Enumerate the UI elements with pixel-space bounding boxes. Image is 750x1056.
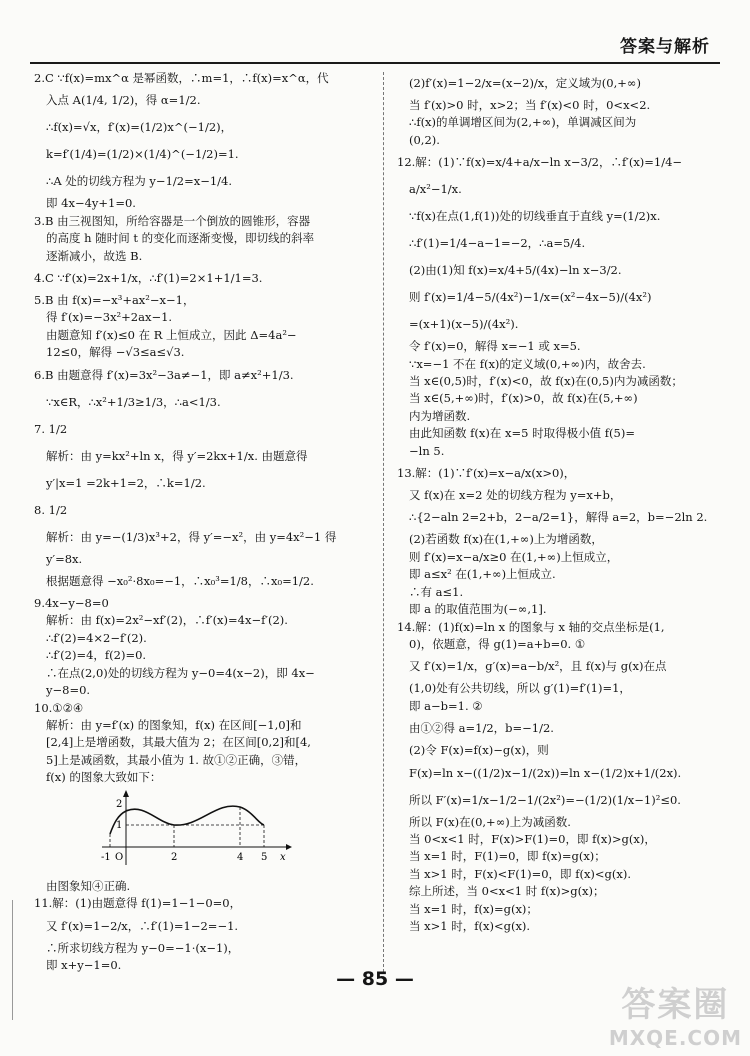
function-graph xyxy=(96,789,296,869)
text-line: 的高度 h 随时间 t 的变化而逐渐变慢，即切线的斜率 xyxy=(46,231,315,246)
text-line: ∴f(x)=√x，f′(x)=(1/2)x^(−1/2)， xyxy=(46,120,233,135)
text-line: 12≤0，解得 −√3≤a≤√3. xyxy=(46,345,185,360)
text-line: f(x) 的图象大致如下： xyxy=(46,770,162,785)
text-line: 逐渐减小，故选 B. xyxy=(46,248,143,263)
text-line: (2)令 F(x)=f(x)−g(x)，则 xyxy=(409,743,549,758)
text-line: 解析：由 f(x)=2x²−xf′(2)，∴f′(x)=4x−f′(2). xyxy=(46,613,288,628)
text-line: (0,2). xyxy=(409,132,440,147)
text-line: 即 a≤x² 在(1,+∞)上恒成立. xyxy=(409,567,556,582)
left-column xyxy=(34,70,370,975)
text-line: ∴所求切线方程为 y−0=−1·(x−1)， xyxy=(46,940,240,955)
text-line: ∴f′(2)=4×2−f′(2). xyxy=(46,630,147,645)
x-axis-arrow xyxy=(286,844,292,850)
text-line: a/x²−1/x. xyxy=(409,182,462,197)
text-line: 由①②得 a=1/2，b=−1/2. xyxy=(409,721,554,736)
text-line: 3.B 由三视图知，所给容器是一个倒放的圆锥形，容器 xyxy=(34,213,311,228)
text-line: 4.C ∵f′(x)=2x+1/x，∴f′(1)=2×1+1/1=3. xyxy=(34,271,263,286)
text-line: 又 f′(x)=1/x，g′(x)=a−b/x²，且 f(x)与 g(x)在点 xyxy=(409,659,667,674)
x-tick-label: O xyxy=(115,851,124,863)
text-line: 5]上是减函数，其最小值为 1. 故①②正确，③错， xyxy=(46,752,307,767)
text-line: 11.解：(1)由题意得 f(1)=1−1−0=0， xyxy=(34,896,242,911)
text-line: 即 a−b=1. ② xyxy=(409,698,483,713)
text-line: 根据题意得 −x₀²·8x₀=−1，∴x₀³=1/8，∴x₀=1/2. xyxy=(46,574,314,589)
text-line: 即 4x−4y+1=0. xyxy=(46,196,136,211)
text-line: 0)，依题意，得 g(1)=a+b=0. ① xyxy=(409,636,586,651)
text-line: y′|x=1 =2k+1=2，∴k=1/2. xyxy=(46,475,206,490)
text-line: 又 f(x)在 x=2 处的切线方程为 y=x+b， xyxy=(409,488,622,503)
text-line: y−8=0. xyxy=(46,683,91,698)
text-line: 由题意知 f′(x)≤0 在 R 上恒成立，因此 Δ=4a²− xyxy=(46,327,297,342)
page-number: — 85 — xyxy=(336,968,414,990)
text-line: 当 x>1 时，f(x)<g(x). xyxy=(409,918,531,933)
x-tick-label: 2 xyxy=(171,851,178,863)
text-line: 又 f′(x)=1−2/x，∴f′(1)=1−2=−1. xyxy=(46,918,239,933)
text-line: (2)由(1)知 f(x)=x/4+5/(4x)−ln x−3/2. xyxy=(409,263,622,278)
text-line: 令 f′(x)=0，解得 x=−1 或 x=5. xyxy=(409,339,581,354)
text-line: ∴{2−aln 2=2+b，2−a/2=1}，解得 a=2，b=−2ln 2. xyxy=(409,510,708,525)
text-line: 内为增函数. xyxy=(409,408,471,423)
text-line: 当 x>1 时，F(x)<F(1)=0，即 f(x)<g(x). xyxy=(409,866,632,881)
x-tick-label: 4 xyxy=(237,851,244,863)
y-tick-label: 2 xyxy=(116,798,123,810)
x-axis-label: x xyxy=(280,851,286,863)
text-line: 12.解：(1)∵f(x)=x/4+a/x−ln x−3/2，∴f′(x)=1/4− xyxy=(397,155,683,170)
text-line: 即 a 的取值范围为(−∞,1]. xyxy=(409,602,547,617)
text-line: ∴f(x)的单调增区间为(2,+∞)，单调减区间为 xyxy=(409,115,637,130)
text-line: 当 x=1 时，F(1)=0，即 f(x)=g(x)； xyxy=(409,849,606,864)
text-line: 所以 F′(x)=1/x−1/2−1/(2x²)=−(1/2)(1/x−1)²≤0. xyxy=(409,792,681,807)
text-line: y′=8x. xyxy=(46,551,83,566)
text-line: 10.①②④ xyxy=(34,700,84,715)
curve xyxy=(110,806,264,834)
text-line: 当 f′(x)>0 时，x>2；当 f′(x)<0 时，0<x<2. xyxy=(409,98,651,112)
watermark xyxy=(609,977,742,1050)
text-line: ∴f′(2)=4，f(2)=0. xyxy=(46,648,147,663)
text-line: 当 x∈(0,5)时，f′(x)<0，故 f(x)在(0,5)内为减函数； xyxy=(409,374,683,389)
text-line: (2)若函数 f(x)在(1,+∞)上为增函数， xyxy=(409,532,603,547)
text-line: −ln 5. xyxy=(409,443,445,458)
text-line: 7. 1/2 xyxy=(34,421,68,436)
text-line: 解析：由 y=−(1/3)x³+2，得 y′=−x²，由 y=4x²−1 得 xyxy=(46,529,337,544)
text-line: 则 f′(x)=1/4−5/(4x²)−1/x=(x²−4x−5)/(4x²) xyxy=(409,290,652,305)
y-axis-arrow xyxy=(123,790,129,797)
text-line: (2)f′(x)=1−2/x=(x−2)/x，定义域为(0,+∞) xyxy=(409,76,641,90)
text-line: =(x+1)(x−5)/(4x²). xyxy=(409,317,519,332)
text-line: ∵f(x)在点(1,f(1))处的切线垂直于直线 y=(1/2)x. xyxy=(409,209,661,224)
text-line: ∵x∈R，∴x²+1/3≥1/3，∴a<1/3. xyxy=(46,394,221,409)
text-line: F(x)=ln x−((1/2)x−1/(2x))=ln x−(1/2)x+1/(2x). xyxy=(409,765,682,780)
text-line: 由图象知④正确. xyxy=(46,878,131,893)
text-line: 解析：由 y=kx²+ln x，得 y′=2kx+1/x. 由题意得 xyxy=(46,448,308,463)
text-line: 综上所述，当 0<x<1 时 f(x)>g(x)； xyxy=(409,884,605,899)
text-line: ∵x=−1 不在 f(x)的定义域(0,+∞)内，故舍去. xyxy=(409,356,646,371)
header-title: 答案与解析 xyxy=(620,37,710,57)
text-line: 即 x+y−1=0. xyxy=(46,958,122,973)
text-line: k=f′(1/4)=(1/2)×(1/4)^(−1/2)=1. xyxy=(46,147,239,162)
watermark-logo: 答案圈 xyxy=(621,985,730,1025)
right-column xyxy=(397,70,719,935)
text-line: 解析：由 y=f′(x) 的图象知，f(x) 在区间[−1,0]和 xyxy=(46,717,302,732)
text-line: 当 x∈(5,+∞)时，f′(x)>0，故 f(x)在(5,+∞) xyxy=(409,391,638,406)
text-line: [2,4]上是增函数，其最大值为 2；在区间[0,2]和[4, xyxy=(46,735,311,750)
text-line: ∴f′(1)=1/4−a−1=−2，∴a=5/4. xyxy=(409,236,586,251)
x-tick-label: 5 xyxy=(261,851,268,863)
text-line: ∴在点(2,0)处的切线方程为 y−0=4(x−2)，即 4x− xyxy=(46,665,315,680)
text-line: 2.C ∵f(x)=mx^α 是幂函数，∴m=1，∴f(x)=x^α，代 xyxy=(34,71,329,85)
y-tick-label: 1 xyxy=(116,819,123,831)
text-line: ∴A 处的切线方程为 y−1/2=x−1/4. xyxy=(46,174,232,189)
text-line: 由此知函数 f(x)在 x=5 时取得极小值 f(5)= xyxy=(409,426,635,441)
text-line: 则 f′(x)=x−a/x≥0 在(1,+∞)上恒成立， xyxy=(409,549,619,564)
text-line: 9.4x−y−8=0 xyxy=(34,596,109,611)
text-line: 8. 1/2 xyxy=(34,502,68,517)
margin-line xyxy=(12,900,13,1020)
text-line: 当 0<x<1 时，F(x)>F(1)=0，即 f(x)>g(x)， xyxy=(409,831,656,846)
text-line: (1,0)处有公共切线，所以 g′(1)=f′(1)=1， xyxy=(409,681,631,696)
column-divider xyxy=(383,72,384,972)
text-line: 得 f′(x)=−3x²+2ax−1. xyxy=(46,310,173,325)
x-tick-label: -1 xyxy=(101,851,111,863)
text-line: 所以 F(x)在(0,+∞)上为减函数. xyxy=(409,814,571,829)
text-line: 当 x=1 时，f(x)=g(x)； xyxy=(409,901,538,916)
text-line: 6.B 由题意得 f′(x)=3x²−3a≠−1，即 a≠x²+1/3. xyxy=(34,367,294,382)
text-line: 14.解：(1)f(x)=ln x 的图象与 x 轴的交点坐标是(1, xyxy=(397,619,665,634)
page-header xyxy=(30,0,720,64)
text-line: 5.B 由 f(x)=−x³+ax²−x−1， xyxy=(34,293,195,308)
text-line: ∴有 a≤1. xyxy=(409,584,464,599)
text-line: 13.解：(1)∵f′(x)=x−a/x(x>0)， xyxy=(397,466,576,481)
text-line: 入点 A(1/4, 1/2)，得 α=1/2. xyxy=(46,93,201,108)
watermark-url: MXQE.COM xyxy=(608,1026,742,1050)
